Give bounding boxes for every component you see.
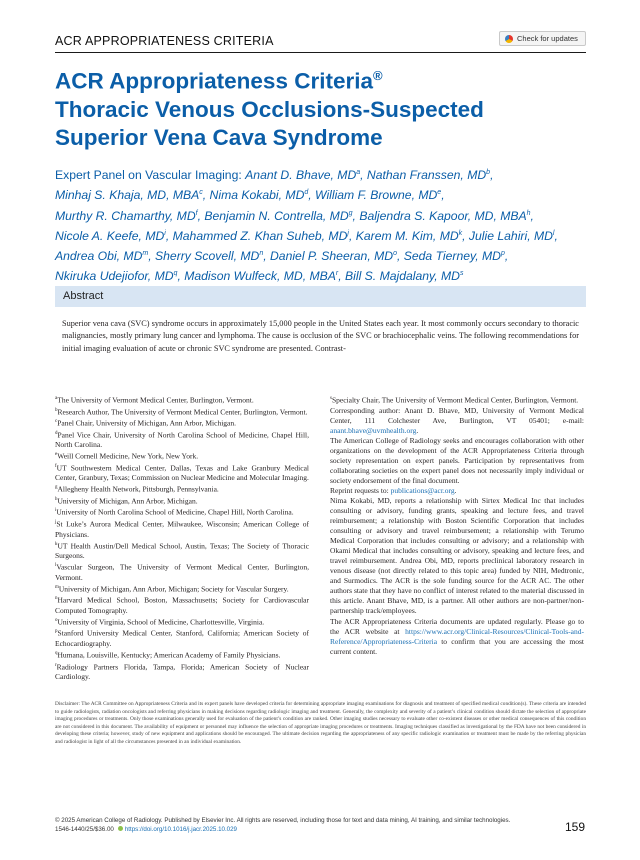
affiliation-m: $^m$University of Michigan, Ann Arbor, Michigan; Society for Vascular Surgery. [55, 584, 289, 594]
affiliation-h: $^h$University of Michigan, Ann Arbor, Michigan. [55, 496, 198, 506]
reprint-email-link[interactable]: publications@acr.org [390, 485, 455, 495]
reprint-requests: Reprint requests to: publications@acr.org. [330, 485, 457, 495]
affiliations-left [55, 394, 309, 682]
abstract-text: Superior vena cava (SVC) syndrome occurs in approximately 15,000 people in the United States each year. It most commonly occurs secondary to thoracic malignancies, mostly primary lung cancer and lymphoma. The cause is occlusion of the SVC or brachiocephalic veins. The following recommendations for initial imaging evaluation of acute or chronic SVC syndrome are presented. Contrast- [62, 319, 579, 353]
affiliation-b: $^b$Research Author, The University of Vermont Medical Center, Burlington, Vermont. [55, 407, 308, 417]
affiliation-d: $^d$Panel Vice Chair, University of North Carolina School of Medicine, Chapel Hill, North Carolina. [55, 430, 309, 450]
check-for-updates-label: Check for updates [517, 34, 578, 43]
affiliation-l: $^l$Vascular Surgeon, The University of Vermont Medical Center, Burlington, Vermont. [55, 562, 309, 582]
affiliation-r: $^r$Radiology Partners Florida, Tampa, Florida; American Society of Nuclear Cardiology. [55, 662, 309, 682]
affiliation-j: $^j$St Luke’s Aurora Medical Center, Milwaukee, Wisconsin; American College of Physicians. [55, 519, 309, 539]
affiliation-i: $^i$University of North Carolina School of Medicine, Chapel Hill, North Carolina. [55, 507, 294, 517]
doi-link[interactable]: https://doi.org/10.1016/j.jacr.2025.10.029 [124, 825, 237, 833]
affiliation-s: $^s$Specialty Chair, The University of Vermont Medical Center, Burlington, Vermont. [330, 395, 579, 405]
abstract-heading: Abstract [63, 290, 104, 302]
affiliation-g: $^g$Allegheny Health Network, Pittsburgh, Pennsylvania. [55, 484, 219, 494]
affiliation-k: $^k$UT Health Austin/Dell Medical School, Austin, Texas; The Society of Thoracic Surgeons. [55, 541, 309, 561]
affiliations-right [330, 394, 584, 657]
disclaimer: Disclaimer: The ACR Committee on Appropriateness Criteria and its expert panels have developed criteria for determining appropriate imaging examinations for diagnosis and treatment of specified medical condition(s). These criteria are intended to guide radiologists, radiation oncologists and referring physicians in making decisions regarding radiologic imaging and treatment. Generally, the complexity and severity of a patient’s clinical condition should dictate the selection of appropriate imaging procedures or treatments. Only those examinations generally used for evaluation of the patient’s condition are ranked. Other imaging studies necessary to evaluate other co-existent diseases or other medical consequences of this condition are not considered in this document. The availability of equipment or personnel may influence the selection of appropriate imaging procedures or treatments. Imaging techniques classified as investigational by the FDA have not been considered in developing these criteria; however, study of new equipment and applications should be encouraged. The ultimate decision regarding the appropriateness of any specific radiologic examination or treatment must be made by the referring physician and radiologist in light of all the circumstances presented in an individual examination. [55, 701, 586, 745]
author-list: Expert Panel on Vascular Imaging: Anant D. Bhave, $MD^a$, Nathan Franssen, $MD^b$, Minhaj S. Khaja, MD, MBA$^c$, Nima Kokabi, $MD^d$, William F. Browne, MDe, Murthy R. Chamarthy, $MD^f$, Benjamin N. Contrella, $MD^g$, Baljendra S. Kapoor, MD, MBA$^h$, Nicole A. Keefe, $MD^i$, Mahammed Z. Khan Suheb, $MD^j$, Karem M. Kim, $MD^k$, Julie Lahiri, $MD^l$, Andrea Obi, $MD^m$, Sherry Scovell, $MD^n$, Daniel P. Sheeran, $MD^o$, Seda Tierney, $MD^p$, Nkiruka Udejiofor, $MD^q$, Madison Wulfeck, MD, MBA$^r$, Bill S. Majdalany, $MD^s$ [55, 168, 558, 284]
affiliation-n: $^n$Harvard Medical School, Boston, Massachusetts; Society for Cardiovascular Computed Tomography. [55, 595, 309, 615]
acr-criteria-link[interactable]: https://www.acr.org/Clinical-Resources/Clinical-Tools-and-Reference/Appropriateness-Criteria [330, 626, 584, 646]
affiliation-a: $^a$The University of Vermont Medical Center, Burlington, Vermont. [55, 395, 254, 405]
issn-price: 1546-1440/25/$36.00 [55, 825, 114, 833]
crossmark-icon [505, 35, 513, 43]
corresponding-email-link[interactable]: anant.bhave@uvmhealth.org [330, 425, 417, 435]
doi-icon [118, 826, 123, 831]
updates-statement: The ACR Appropriateness Criteria documents are updated regularly. Please go to the ACR website at https://www.acr.org/Clinical-Resources/Clinical-Tools-and-Reference/Appropriateness-Criteria to confirm that you are accessing the most current content. [330, 616, 584, 656]
check-for-updates-button[interactable] [499, 31, 586, 46]
affiliation-p: $^p$Stanford University Medical Center, Stanford, California; American Society of Echocardiography. [55, 628, 309, 649]
affiliation-c: $^c$Panel Chair, University of Michigan, Ann Arbor, Michigan. [55, 418, 236, 428]
page-number: 159 [564, 820, 585, 834]
affiliation-f: $^f$UT Southwestern Medical Center, Dallas, Texas and Lake Granbury Medical Center, Granbury, Texas; Commission on Nuclear Medicine and Molecular Imaging. [55, 463, 309, 483]
article-title: ACR Appropriateness Criteria® Thoracic Venous Occlusions-Suspected Superior Vena Cava Syndrome [55, 68, 484, 150]
disclosure-statement: Nima Kokabi, MD, reports a relationship with Sirtex Medical Inc that includes consulting or advisory, funding grants, speaking and lecture fees, and travel reimbursement; a relationship with Boston Scientific Corporation that includes consulting or advisory and travel reimbursement; a relationship with Terumo Medical Corporation that includes consulting or advisory; and a relationship with Okami Medical that includes consulting or advisory, speaking and lecture fees, and travel reimbursement. Andrea Obi, MD, reports preclinical laboratory research in venous disease (not directly related to this topic area) funded by NIH, Medtronic, and Surmodics. The ACR is the sole funding source for the ACR AC. The other authors state that they have no conflict of interest related to the material discussed in this article. Anant Bhave, MD, is a partner. All other authors are non-partner/non-partnership track/employees. [330, 495, 584, 616]
affiliation-e: $^e$Weill Cornell Medicine, New York, New York. [55, 451, 199, 461]
header-rule [55, 52, 586, 53]
panel-label: Expert Panel on Vascular Imaging: [55, 168, 242, 183]
copyright-footer [55, 817, 535, 835]
abstract-header-bar [55, 286, 586, 307]
section-label: ACR APPROPRIATENESS CRITERIA [55, 34, 274, 48]
affiliation-o: $^o$University of Virginia, School of Medicine, Charlottesville, Virginia. [55, 617, 265, 627]
affiliation-q: $^q$Humana, Louisville, Kentucky; American Academy of Family Physicians. [55, 650, 281, 660]
copyright-text: © 2025 American College of Radiology. Published by Elsevier Inc. All rights are reserved, including those for text and data mining, AI training, and similar technologies. [55, 817, 511, 824]
collaboration-statement: The American College of Radiology seeks and encourages collaboration with other organizations on the development of the ACR Appropriateness Criteria through society representation on expert panels. Participation by representatives from collaborating societies on the expert panel does not necessarily imply individual or society endorsement of the final document. [330, 435, 584, 485]
corresponding-author: Corresponding author: Anant D. Bhave, MD, University of Vermont Medical Center, 111 Colchester Ave, Burlington, VT 05401; e-mail: anant.bhave@uvmhealth.org. [330, 405, 584, 435]
